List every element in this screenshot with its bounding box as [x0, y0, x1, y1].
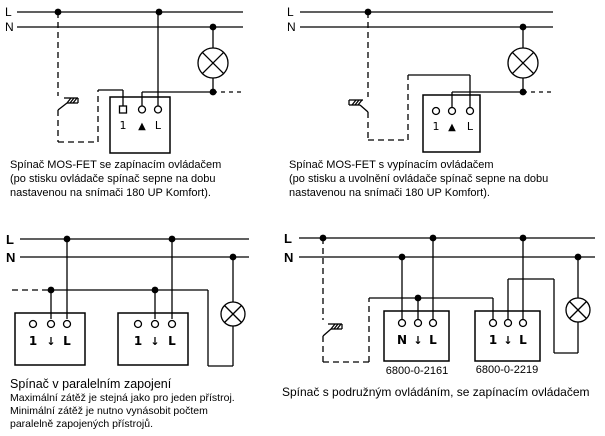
caption-bottom-left-title: Spínač v paralelním zapojení [10, 377, 172, 391]
caption-bottom-right: Spínač s podružným ovládáním, se zapínacím ovládačem [282, 385, 590, 399]
l-bus-label: L [287, 5, 294, 19]
lamp-icon [508, 48, 538, 78]
terminal-output [152, 321, 159, 328]
diagram-mosfet-off-control [287, 5, 553, 152]
terminal-1-label: 1 [133, 334, 143, 348]
terminal-output-label: ↓ [503, 334, 513, 347]
terminal-l [64, 321, 71, 328]
lamp-icon [566, 298, 590, 322]
terminal-l [155, 106, 162, 113]
n-bus-label: N [284, 250, 294, 265]
terminal-output-label: ↓ [150, 335, 160, 348]
terminal-output [449, 108, 456, 115]
lamp-icon [221, 302, 245, 326]
terminal-output [48, 321, 55, 328]
terminal-l-label: L [519, 333, 527, 347]
terminal-l [467, 108, 474, 115]
control-wire [58, 12, 123, 142]
n-bus-label: N [287, 20, 296, 34]
terminal-output-label: ▲ [138, 121, 146, 132]
device-terminals [120, 106, 162, 113]
caption-line: Spínač MOS-FET s vypínacím ovládačem [289, 159, 494, 171]
terminal-l-label: L [154, 119, 162, 132]
output-bus-wire [12, 290, 233, 366]
diagram-parallel-connection [6, 232, 249, 366]
terminal-l [430, 320, 437, 327]
l-bus-label: L [5, 5, 12, 19]
model-label-2161: 6800-0-2161 [385, 365, 449, 377]
terminal-l-label: L [63, 334, 71, 348]
model-label-2219: 6800-0-2219 [475, 364, 539, 376]
terminal-l-label: L [466, 120, 474, 133]
device-2-terminals [135, 321, 176, 328]
push-button-icon [323, 324, 342, 336]
caption-line: Maximální zátěž je stejná jako pro jeden přístroj. [10, 392, 235, 404]
caption-line: (po stisku a uvolnění ovládače spínač sepne na dobu [289, 173, 549, 185]
caption-line: paralelně zapojených přístrojů. [10, 418, 154, 430]
l-bus-label: L [6, 232, 14, 247]
caption-line: nastavenou na snímači 180 UP Komfort). [289, 187, 490, 199]
device-1-terminals [30, 321, 71, 328]
terminal-1 [30, 321, 37, 328]
diagram-mosfet-on-control [5, 5, 243, 153]
device-2161-terminals [399, 320, 437, 327]
terminal-output-label: ▲ [448, 122, 456, 133]
caption-line: Spínač MOS-FET se zapínacím ovládačem [10, 159, 222, 171]
diagram-auxiliary-control [284, 231, 595, 377]
supply-wires [402, 238, 523, 320]
device-terminals [433, 108, 474, 115]
caption-top-left [10, 158, 221, 200]
terminal-1 [120, 106, 127, 113]
junction-dots [320, 235, 582, 302]
junction-dots [55, 9, 217, 96]
lamp-icon [198, 48, 228, 78]
terminal-1 [490, 320, 497, 327]
device-2219-terminals [490, 320, 527, 327]
terminal-1 [135, 321, 142, 328]
l-bus-label: L [284, 231, 292, 246]
terminal-output-label: ↓ [413, 334, 423, 347]
terminal-output-label: ↓ [46, 335, 56, 348]
n-bus-label: N [5, 20, 14, 34]
terminal-l [169, 321, 176, 328]
caption-line: Minimální zátěž je nutno vynásobit počtem [10, 405, 208, 417]
terminal-output [505, 320, 512, 327]
push-button-icon [58, 98, 78, 110]
caption-bottom-left-notes [10, 392, 235, 431]
caption-line: nastavenou na snímači 180 UP Komfort). [10, 187, 211, 199]
terminal-1 [433, 108, 440, 115]
terminal-output [139, 106, 146, 113]
terminal-1-label: 1 [488, 333, 498, 347]
terminal-l-label: L [429, 333, 437, 347]
terminal-1-label: 1 [28, 334, 38, 348]
terminal-n-label: N [396, 333, 408, 347]
terminal-l-label: L [168, 334, 176, 348]
caption-top-right [289, 158, 548, 200]
n-bus-label: N [6, 250, 16, 265]
terminal-n [399, 320, 406, 327]
caption-line: (po stisku ovládače spínač sepne na dobu [10, 173, 216, 185]
terminal-1-label: 1 [432, 120, 440, 133]
terminal-1-label: 1 [119, 119, 127, 132]
terminal-output [415, 320, 422, 327]
control-wire [368, 12, 470, 140]
junction-dots [48, 236, 237, 294]
junction-dots [365, 9, 527, 96]
terminal-l [520, 320, 527, 327]
push-button-icon [349, 100, 368, 112]
